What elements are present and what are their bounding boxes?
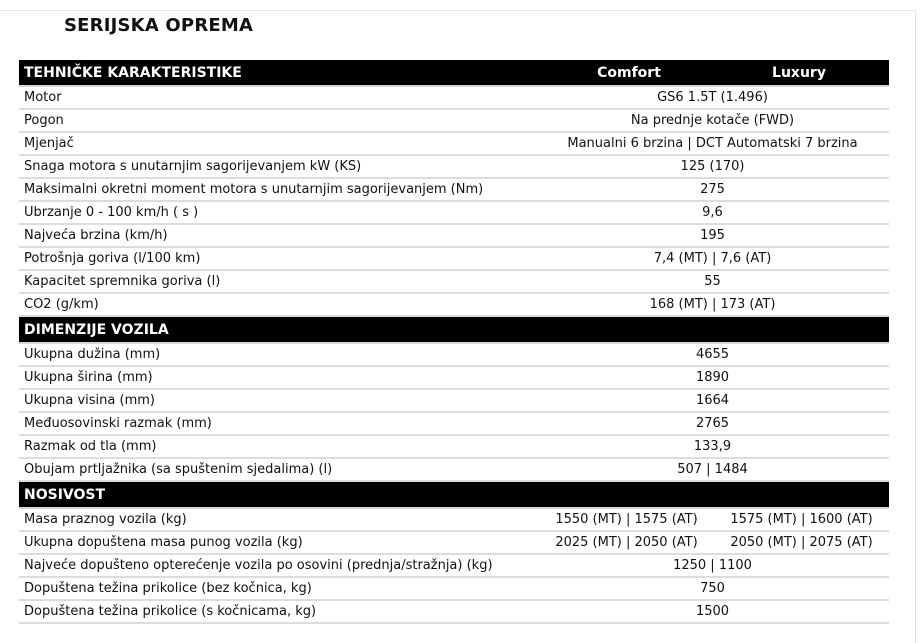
spec-row [19, 344, 889, 367]
right-divider [915, 10, 916, 643]
section-title: DIMENZIJE VOZILA [24, 321, 169, 338]
spec-value: Manualni 6 brzina | DCT Automatski 7 brzina [567, 136, 858, 151]
spec-label: Ukupna visina (mm) [24, 393, 155, 408]
spec-row [19, 436, 889, 459]
spec-label: Potrošnja goriva (l/100 km) [24, 251, 201, 266]
spec-label: Obujam prtljažnika (sa spuštenim sjedalima) (l) [24, 462, 333, 477]
spec-label: Dopuštena težina prikolice (bez kočnica, kg) [24, 581, 312, 596]
spec-value-comfort: 1550 (MT) | 1575 (AT) [555, 512, 698, 527]
spec-row [19, 225, 889, 248]
section-header [19, 317, 889, 344]
spec-value: GS6 1.5T (1.496) [657, 90, 768, 105]
spec-label: Najveća brzina (km/h) [24, 228, 168, 243]
section-header [19, 60, 889, 87]
spec-label: Masa praznog vozila (kg) [24, 512, 187, 527]
spec-label: Ukupna dužina (mm) [24, 347, 161, 362]
spec-row [19, 578, 889, 601]
spec-label: Pogon [24, 113, 64, 128]
spec-row [19, 367, 889, 390]
spec-label: Međuosovinski razmak (mm) [24, 416, 212, 431]
spec-value: 750 [700, 581, 725, 596]
spec-label: CO2 (g/km) [24, 297, 99, 312]
spec-label: Ukupna širina (mm) [24, 370, 153, 385]
spec-row [19, 532, 889, 555]
spec-row [19, 601, 889, 624]
page-title: SERIJSKA OPREMA [64, 15, 254, 36]
column-header-comfort: Comfort [597, 64, 661, 81]
spec-row [19, 271, 889, 294]
spec-row [19, 179, 889, 202]
spec-value: 1890 [695, 370, 730, 385]
spec-label: Razmak od tla (mm) [24, 439, 157, 454]
spec-value: 7,4 (MT) | 7,6 (AT) [653, 251, 772, 266]
column-header-luxury: Luxury [772, 64, 826, 81]
spec-label: Kapacitet spremnika goriva (l) [24, 274, 221, 289]
spec-table [19, 60, 889, 624]
top-divider [0, 10, 916, 11]
spec-value-comfort: 2025 (MT) | 2050 (AT) [555, 535, 698, 550]
spec-label: Maksimalni okretni moment motora s unutarnjim sagorijevanjem (Nm) [24, 182, 484, 197]
spec-label: Mjenjač [24, 136, 74, 151]
section-title: NOSIVOST [24, 486, 106, 503]
spec-label: Najveće dopušteno opterećenje vozila po osovini (prednja/stražnja) (kg) [24, 558, 493, 573]
spec-row [19, 133, 889, 156]
spec-value: Na prednje kotače (FWD) [630, 113, 795, 128]
spec-row [19, 156, 889, 179]
spec-row [19, 248, 889, 271]
spec-row [19, 509, 889, 532]
spec-value: 275 [700, 182, 725, 197]
spec-value: 1500 [695, 604, 730, 619]
spec-value: 4655 [695, 347, 730, 362]
spec-row [19, 294, 889, 317]
spec-row [19, 87, 889, 110]
spec-label: Dopuštena težina prikolice (s kočnicama, kg) [24, 604, 317, 619]
spec-row [19, 110, 889, 133]
spec-row [19, 555, 889, 578]
spec-value: 133,9 [693, 439, 732, 454]
section-title: TEHNIČKE KARAKTERISTIKE [24, 64, 242, 81]
spec-value-luxury: 2050 (MT) | 2075 (AT) [730, 535, 873, 550]
spec-value: 125 (170) [680, 159, 745, 174]
spec-value: 55 [704, 274, 721, 289]
spec-value: 195 [700, 228, 725, 243]
spec-value: 2765 [695, 416, 730, 431]
spec-label: Ukupna dopuštena masa punog vozila (kg) [24, 535, 303, 550]
spec-row [19, 390, 889, 413]
spec-row [19, 413, 889, 436]
spec-value: 9,6 [702, 205, 723, 220]
spec-row [19, 459, 889, 482]
spec-value: 1250 | 1100 [673, 558, 752, 573]
spec-label: Ubrzanje 0 - 100 km/h ( s ) [24, 205, 199, 220]
spec-row [19, 202, 889, 225]
spec-value: 1664 [695, 393, 730, 408]
spec-value-luxury: 1575 (MT) | 1600 (AT) [730, 512, 873, 527]
spec-value: 507 | 1484 [677, 462, 748, 477]
spec-label: Motor [24, 90, 62, 105]
spec-value: 168 (MT) | 173 (AT) [649, 297, 776, 312]
section-header [19, 482, 889, 509]
spec-label: Snaga motora s unutarnjim sagorijevanjem kW (KS) [24, 159, 362, 174]
